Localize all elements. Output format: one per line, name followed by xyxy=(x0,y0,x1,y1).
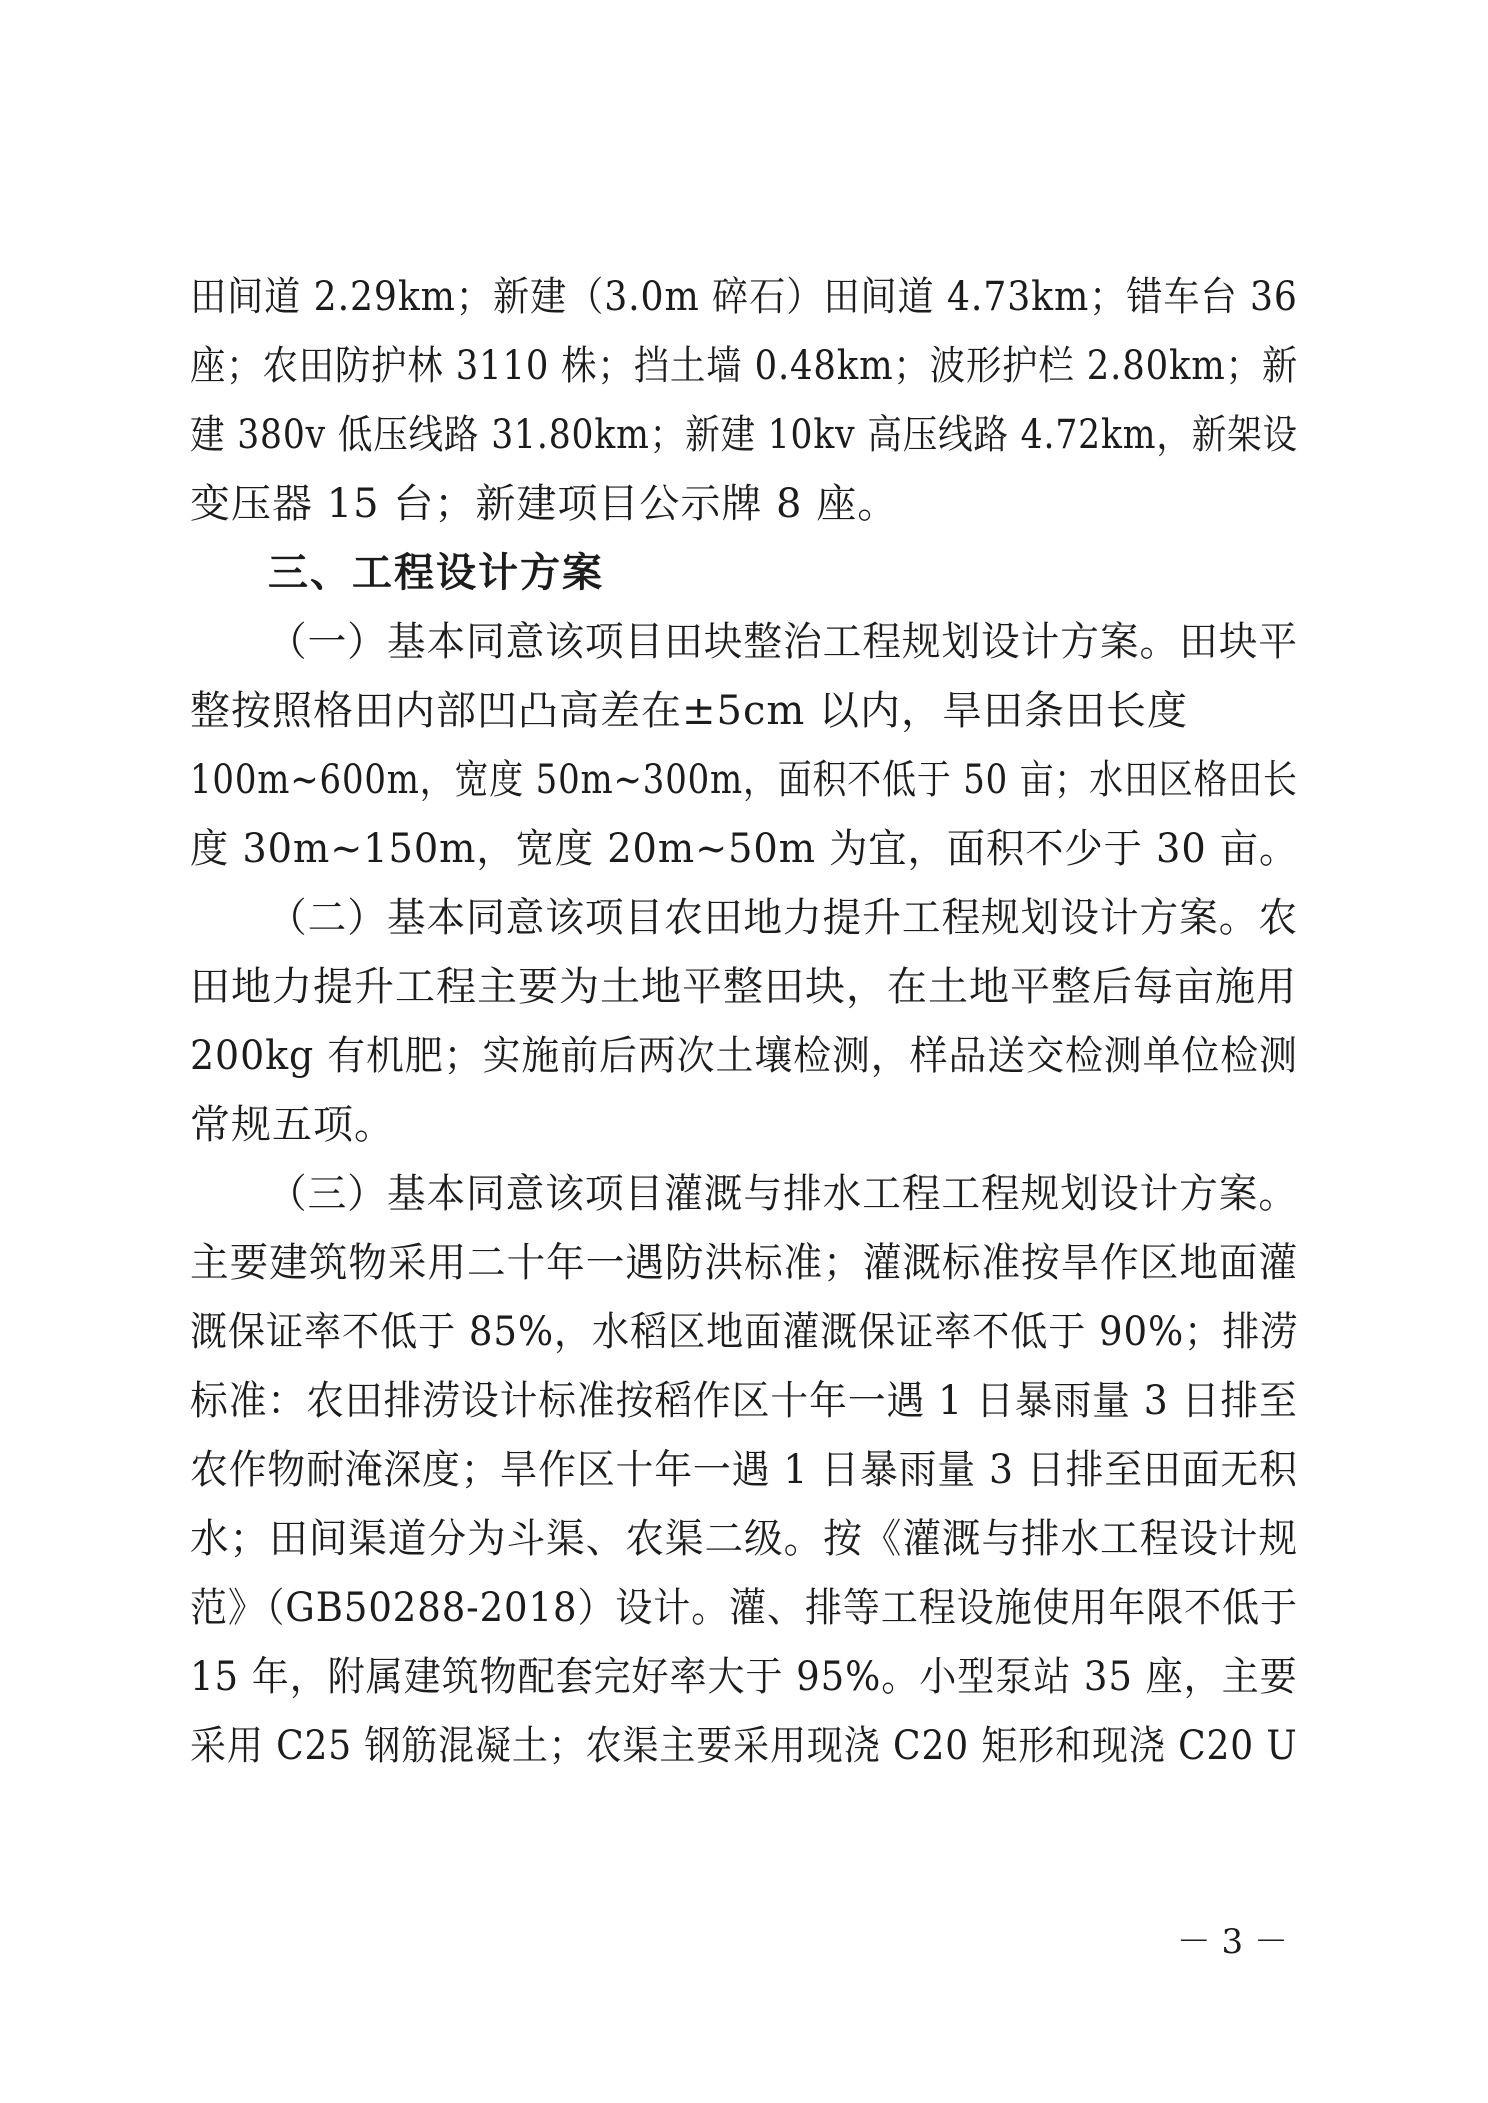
body-text-line: 水；田间渠道分为斗渠、农渠二级。按《灌溉与排水工程设计规 xyxy=(190,1516,1299,1562)
body-text-line: 100m~600m，宽度 50m~300m，面积不低于 50 亩；水田区格田长 xyxy=(190,757,1298,803)
body-text-line: 农作物耐淹深度；旱作区十年一遇 1 日暴雨量 3 日排至田面无积 xyxy=(190,1447,1298,1493)
body-text-line: 变压器 15 台；新建项目公示牌 8 座。 xyxy=(190,481,899,527)
body-text-line: 整按照格田内部凹凸高差在±5cm 以内，旱田条田长度 xyxy=(190,688,1189,734)
section-heading: 三、工程设计方案 xyxy=(268,549,604,596)
body-text-line: 度 30m~150m，宽度 20m~50m 为宜，面积不少于 30 亩。 xyxy=(190,826,1299,872)
body-text-line: 标准：农田排涝设计标准按稻作区十年一遇 1 日暴雨量 3 日排至 xyxy=(190,1378,1298,1424)
body-text-line: 常规五项。 xyxy=(190,1102,395,1148)
page-number: － 3 － xyxy=(1176,1922,1288,1962)
body-text-line: （一）基本同意该项目田块整治工程规划设计方案。田块平 xyxy=(268,619,1298,665)
body-text-line: 田间道 2.29km；新建（3.0m 碎石）田间道 4.73km；错车台 36 xyxy=(190,274,1298,320)
body-text-line: 建 380v 低压线路 31.80km；新建 10kv 高压线路 4.72km，新架设 xyxy=(190,412,1298,458)
body-text-line: 座；农田防护林 3110 株；挡土墙 0.48km；波形护栏 2.80km；新 xyxy=(190,343,1299,389)
body-text-line: 主要建筑物采用二十年一遇防洪标准；灌溉标准按旱作区地面灌 xyxy=(190,1240,1299,1286)
body-text-line: （二）基本同意该项目农田地力提升工程规划设计方案。农 xyxy=(268,895,1298,941)
body-text-line: 溉保证率不低于 85%，水稻区地面灌溉保证率不低于 90%；排涝 xyxy=(190,1309,1299,1355)
body-text-line: 200kg 有机肥；实施前后两次土壤检测，样品送交检测单位检测 xyxy=(190,1033,1298,1079)
body-text-line: 采用 C25 钢筋混凝土；农渠主要采用现浇 C20 矩形和现浇 C20 U xyxy=(190,1723,1298,1769)
body-text-line: 田地力提升工程主要为土地平整田块，在土地平整后每亩施用 xyxy=(190,964,1297,1010)
body-text-line: （三）基本同意该项目灌溉与排水工程工程规划设计方案。 xyxy=(268,1171,1298,1217)
body-text-line: 范》（GB50288-2018）设计。灌、排等工程设施使用年限不低于 xyxy=(190,1585,1298,1631)
body-text-line: 15 年，附属建筑物配套完好率大于 95%。小型泵站 35 座，主要 xyxy=(190,1654,1298,1700)
